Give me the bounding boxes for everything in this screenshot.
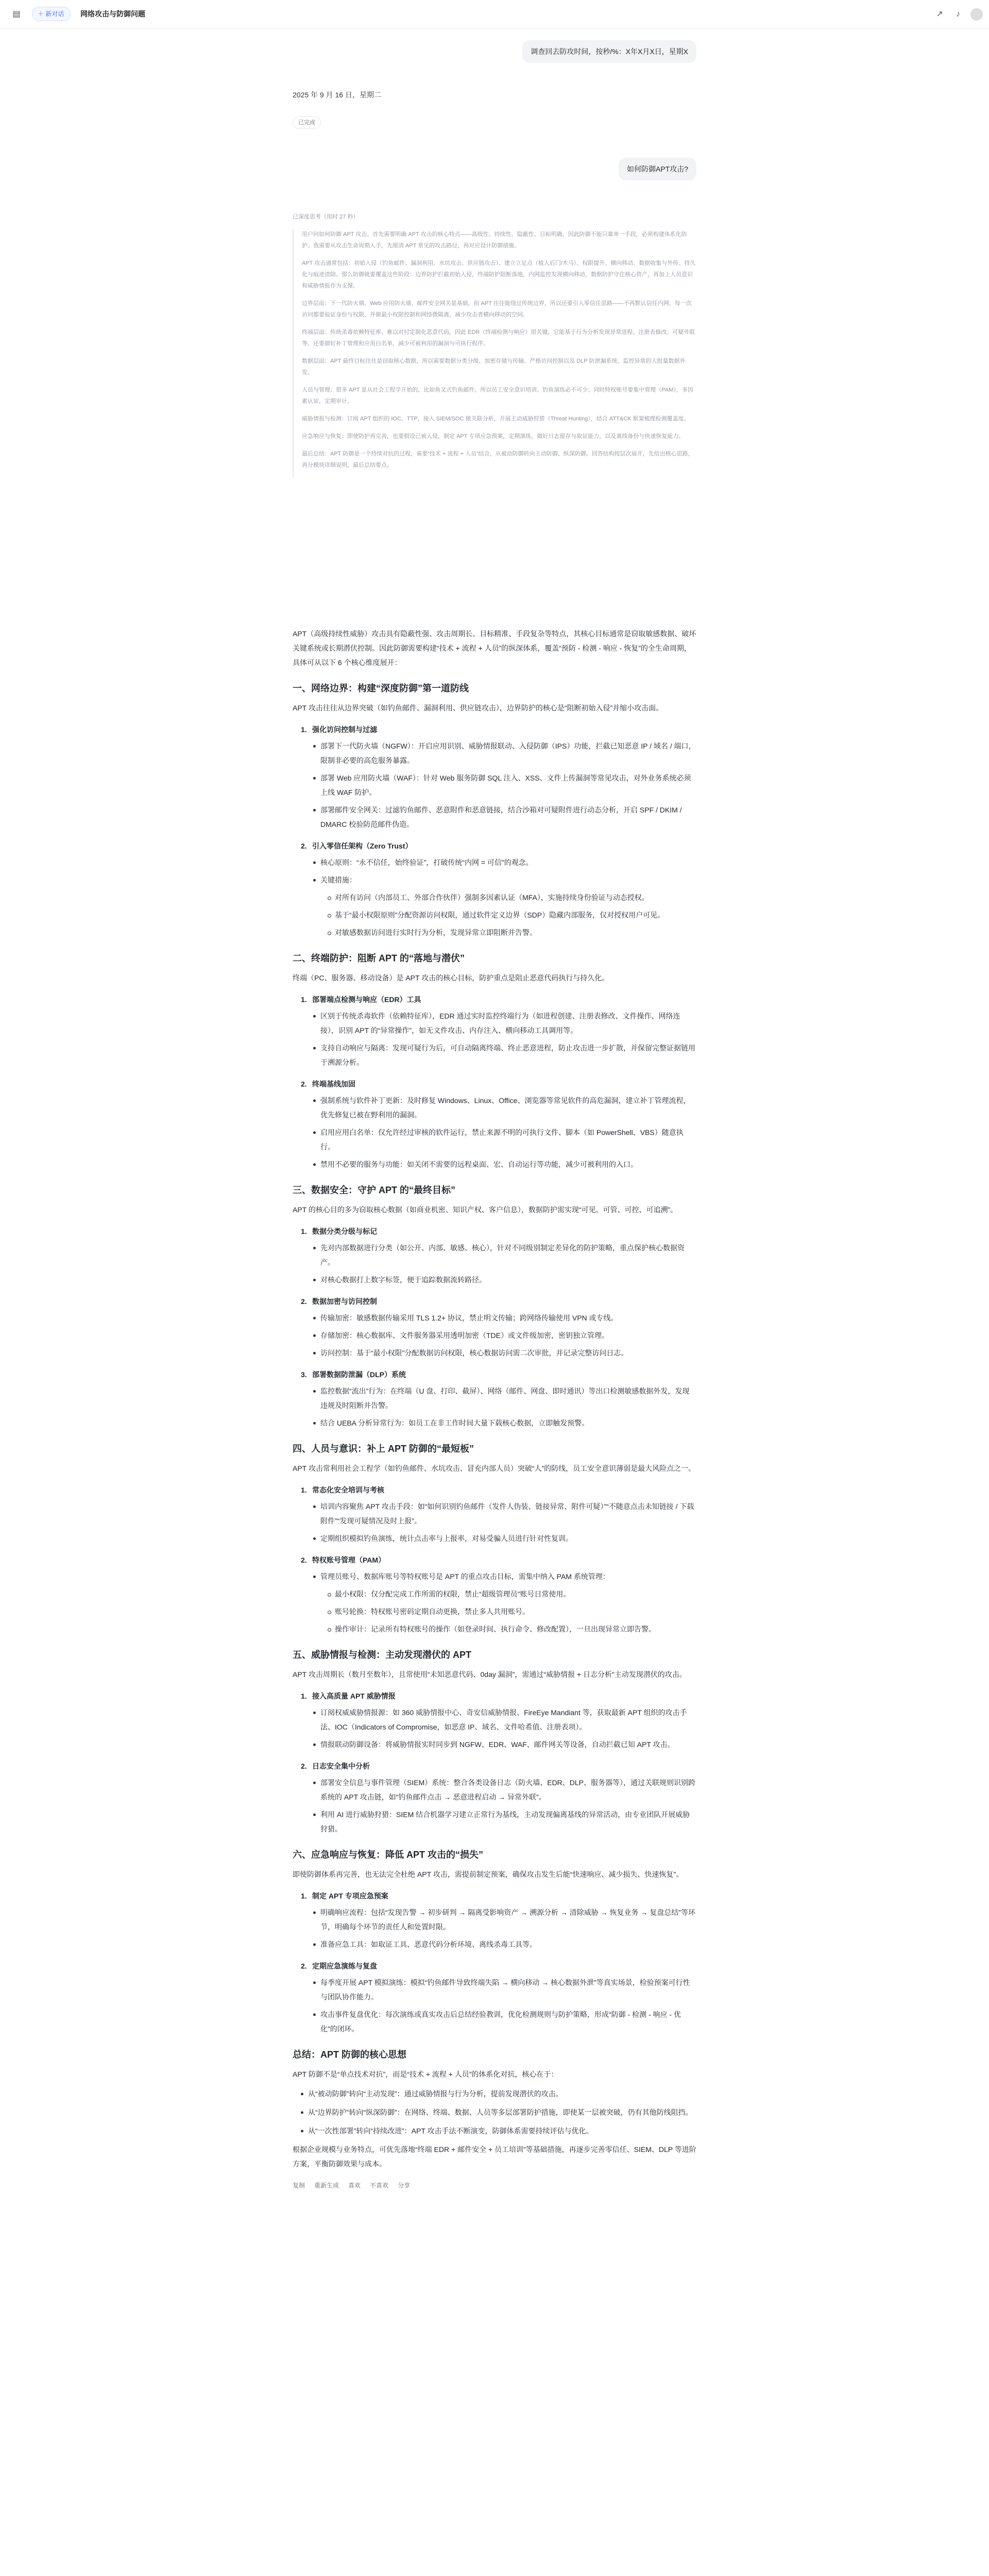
list-item: 账号轮换：特权账号密码定期自动更换，禁止多人共用账号。: [328, 1604, 696, 1619]
section-heading: 三、数据安全：守护 APT 的“最终目标”: [293, 1185, 456, 1195]
list-item: 对敏感数据访问进行实时行为分析，发现异常立即阻断并告警。: [328, 925, 696, 940]
subsection-number: 1.: [301, 725, 307, 734]
summary-item: 从“一次性部署”转向“持续改进”：APT 攻击手法不断演变，防御体系需要持续评估与优化。: [301, 2124, 696, 2138]
subsection-heading: [301, 1759, 696, 1773]
thinking-header[interactable]: 已深度思考（用时 27 秒）: [293, 214, 359, 220]
thinking-paragraph: 边界层面：下一代防火墙、Web 应用防火墙、邮件安全网关是基础，但 APT 往往能绕过传统边界，所以还要引入零信任思路——不再默认信任内网，每一次访问都要验证身份与权限，并做最小权限控制和网络微隔离，减少攻击者横向移动的空间。: [302, 300, 692, 318]
subsection-heading: [301, 1367, 696, 1382]
subsection-title: 数据加密与访问控制: [312, 1297, 377, 1306]
list-item: 监控数据“流出”行为：在终端（U 盘、打印、截屏）、网络（邮件、网盘、即时通讯）等出口检测敏感数据外发，发现违规及时阻断并告警。: [313, 1384, 696, 1413]
subsection-number: 2.: [301, 1556, 307, 1564]
list-item: 订阅权威威胁情报源：如 360 威胁情报中心、奇安信威胁情报、FireEye Mandiant 等，获取最新 APT 组织的攻击手法、IOC（Indicators of Compromise，如恶意 IP、域名、文件哈希值、注册表项）。: [313, 1705, 696, 1734]
list-item: 启用应用白名单：仅允许经过审核的软件运行，禁止来源不明的可执行文件、脚本（如 PowerShell、VBS）随意执行。: [313, 1125, 696, 1154]
section-heading: 四、人员与意识：补上 APT 防御的“最短板”: [293, 1444, 474, 1454]
list-item: 明确响应流程：包括“发现告警 → 初步研判 → 隔离受影响资产 → 溯源分析 → 清除威胁 → 恢复业务 → 复盘总结”等环节，明确每个环节的责任人和处置时限。: [313, 1905, 696, 1934]
list-item: 情报联动防御设备：将威胁情报实时同步到 NGFW、EDR、WAF、邮件网关等设备，自动拦截已知 APT 攻击。: [313, 1737, 696, 1752]
list-item: 禁用不必要的服务与功能：如关闭不需要的远程桌面、宏、自动运行等功能，减少可被利用的入口。: [313, 1157, 696, 1172]
subsection-number: 1.: [301, 1692, 307, 1700]
subsection-number: 1.: [301, 995, 307, 1004]
subsection-heading: [301, 1483, 696, 1497]
subsection-number: 2.: [301, 1080, 307, 1088]
subsection-title: 引入零信任架构（Zero Trust）: [312, 842, 413, 850]
list-item: 核心原则：“永不信任，始终验证”，打破传统“内网 = 可信”的观念。: [313, 855, 696, 870]
action-1[interactable]: 重新生成: [314, 2182, 339, 2189]
top-bar: [0, 0, 989, 29]
list-item: 支持自动响应与隔离：发现可疑行为后，可自动隔离终端、终止恶意进程，防止攻击进一步扩散，并保留完整证据链用于溯源分析。: [313, 1041, 696, 1070]
section-intro: 即使防御体系再完善，也无法完全杜绝 APT 攻击，需提前制定预案，确保攻击发生后能“快速响应、减少损失、快速恢复”。: [293, 1870, 684, 1878]
subsection-title: 制定 APT 专项应急预案: [312, 1892, 388, 1900]
section-intro: APT 攻击常利用社会工程学（如钓鱼邮件、水坑攻击、冒充内部人员）突破“人”的防线，员工安全意识薄弱是最大风险点之一。: [293, 1464, 696, 1472]
list-item: 管理员账号、数据库账号等特权账号是 APT 的重点攻击目标，需集中纳入 PAM 系统管理：: [313, 1569, 696, 1584]
list-item: 攻击事件复盘优化：每次演练或真实攻击后总结经验教训，优化检测规则与防护策略，形成“防御 - 检测 - 响应 - 优化”的闭环。: [313, 2007, 696, 2036]
subsection-heading: [301, 1689, 696, 1703]
thinking-paragraph: 威胁情报与检测：订阅 APT 组织的 IOC、TTP，接入 SIEM/SOC 做关联分析，开展主动威胁狩猎（Threat Hunting），结合 ATT&CK 框架梳理检测覆盖度。: [302, 416, 690, 422]
subsection-heading: [301, 1224, 696, 1239]
summary-heading: 总结：APT 防御的核心思想: [293, 2049, 406, 2060]
chat-title: 网络攻击与防御问题: [80, 10, 145, 18]
user-message-2: 如何防御APT攻击?: [619, 158, 696, 180]
list-item: 结合 UEBA 分析异常行为：如员工在非工作时间大量下载核心数据，立即触发预警。: [313, 1416, 696, 1430]
status-chip[interactable]: 已完成: [293, 116, 321, 129]
list-item: 强制系统与软件补丁更新：及时修复 Windows、Linux、Office、浏览器等常见软件的高危漏洞，建立补丁管理流程，优先修复已被在野利用的漏洞。: [313, 1093, 696, 1122]
summary-item: 从“被动防御”转向“主动发现”：通过威胁情报与行为分析，提前发现潜伏的攻击。: [301, 2087, 696, 2101]
section-intro: 终端（PC、服务器、移动设备）是 APT 攻击的核心目标，防护重点是阻止恶意代码执行与持久化。: [293, 974, 609, 982]
answer-body: [293, 626, 696, 2193]
subsection-heading: [301, 1294, 696, 1309]
sidebar-toggle-icon[interactable]: ▤: [12, 10, 21, 19]
subsection-title: 强化访问控制与过滤: [312, 725, 377, 734]
message-actions: [293, 2178, 696, 2193]
subsection-title: 接入高质量 APT 威胁情报: [312, 1692, 396, 1700]
list-item: 部署安全信息与事件管理（SIEM）系统：整合各类设备日志（防火墙、EDR、DLP、服务器等），通过关联规则识别跨系统的 APT 攻击链，如“钓鱼邮件点击 → 恶意进程启动 → 异常外联”。: [313, 1775, 696, 1804]
subsection-title: 数据分类分级与标记: [312, 1227, 377, 1235]
new-chat-button[interactable]: ＋ 新对话: [32, 7, 71, 21]
subsection-title: 定期应急演练与复盘: [312, 1962, 377, 1970]
list-item: 准备应急工具：如取证工具、恶意代码分析环境、离线杀毒工具等。: [313, 1937, 696, 1952]
section-heading: 五、威胁情报与检测：主动发现潜伏的 APT: [293, 1650, 471, 1660]
subsection-number: 2.: [301, 842, 307, 850]
list-item: 对核心数据打上数字标签，便于追踪数据流转路径。: [313, 1273, 696, 1287]
section-intro: APT 攻击往往从边界突破（如钓鱼邮件、漏洞利用、供应链攻击），边界防护的核心是“阻断初始入侵”并缩小攻击面。: [293, 704, 663, 712]
summary-item: 从“边界防护”转向“纵深防御”：在网络、终端、数据、人员等多层部署防护措施，即使某一层被突破，仍有其他防线阻挡。: [301, 2105, 696, 2120]
action-4[interactable]: 分享: [398, 2182, 411, 2189]
subsection-title: 常态化安全培训与考核: [312, 1486, 384, 1494]
subsection-number: 2.: [301, 1962, 307, 1970]
subsection-title: 特权账号管理（PAM）: [312, 1556, 386, 1564]
subsection-heading: [301, 1077, 696, 1091]
subsection-number: 2.: [301, 1762, 307, 1770]
subsection-title: 部署数据防泄漏（DLP）系统: [312, 1370, 406, 1379]
list-item: 最小权限：仅分配完成工作所需的权限，禁止“超级管理员”账号日常使用。: [328, 1587, 696, 1601]
subsection-heading: [301, 1889, 696, 1903]
list-item: 利用 AI 进行威胁狩猎：SIEM 结合机器学习建立正常行为基线，主动发现偏离基线的异常活动，由专业团队开展威胁狩猎。: [313, 1807, 696, 1836]
subsection-number: 2.: [301, 1297, 307, 1306]
thinking-paragraph: APT 攻击通常包括：初始入侵（钓鱼邮件、漏洞利用、水坑攻击、供应链攻击）、建立立足点（植入后门/木马）、权限提升、横向移动、数据收集与外传、持久化与痕迹清除。那么防御就要覆盖这些阶段：边界防护拦截初始入侵，终端防护阻断落地，内网监控发现横向移动，数据防护守住核心资产，再加上人员意识和威胁情报作为支撑。: [302, 260, 696, 289]
subsection-title: 日志安全集中分析: [312, 1762, 370, 1770]
summary-intro: APT 防御不是“单点技术对抗”，而是“技术 + 流程 + 人员”的体系化对抗，核心在于：: [293, 2070, 558, 2078]
section-heading: 二、终端防护：阻断 APT 的“落地与潜伏”: [293, 953, 465, 963]
list-item: 存储加密：核心数据库、文件服务器采用透明加密（TDE）或文件级加密，密钥独立管理。: [313, 1328, 696, 1343]
avatar[interactable]: [970, 8, 983, 21]
answer-intro: APT（高级持续性威胁）攻击具有隐蔽性强、攻击周期长、目标精准、手段复杂等特点，其核心目标通常是窃取敏感数据、破坏关键系统或长期潜伏控制。因此防御需要构建“技术 + 流程 + 人员”的纵深体系，覆盖“预防 - 检测 - 响应 - 恢复”的全生命周期，具体可从以下 6 个核心维度展开：: [293, 630, 696, 667]
list-item: 部署 Web 应用防火墙（WAF）：针对 Web 服务防御 SQL 注入、XSS、文件上传漏洞等常见攻击，对外业务系统必须上线 WAF 防护。: [313, 771, 696, 800]
share-icon[interactable]: ↗: [936, 10, 943, 19]
subsection-title: 终端基线加固: [312, 1080, 355, 1088]
subsection-number: 1.: [301, 1892, 307, 1900]
subsection-heading: [301, 1553, 696, 1567]
action-2[interactable]: 喜欢: [348, 2182, 361, 2189]
list-item: 部署下一代防火墙（NGFW）：开启应用识别、威胁情报联动、入侵防御（IPS）功能，拦截已知恶意 IP / 域名 / 端口，限制非必要的高危服务暴露。: [313, 739, 696, 768]
subsection-heading: [301, 992, 696, 1007]
list-item: 部署邮件安全网关：过滤钓鱼邮件、恶意附件和恶意链接，结合沙箱对可疑附件进行动态分析，开启 SPF / DKIM / DMARC 校验防范邮件伪造。: [313, 803, 696, 832]
action-3[interactable]: 不喜欢: [370, 2182, 389, 2189]
thinking-paragraph: 人员与管理：很多 APT 是从社会工程学开始的，比如鱼叉式钓鱼邮件，所以员工安全意识培训、钓鱼演练必不可少；同时特权账号要集中管理（PAM），多因素认证，定期审计。: [302, 387, 693, 404]
subsection-number: 1.: [301, 1227, 307, 1235]
thinking-paragraph: 最后总结：APT 防御是一个持续对抗的过程，需要“技术 + 流程 + 人员”结合，从被动防御转向主动防御、纵深防御。回答结构按层次展开，先给出核心思路，再分模块详细说明，最后总结要点。: [302, 451, 694, 468]
list-item: 关键措施：: [313, 873, 696, 887]
thinking-block: [293, 229, 696, 477]
list-item: 先对内部数据进行分类（如公开、内部、敏感、核心），针对不同级别制定差异化的防护策略，重点保护核心数据资产。: [313, 1241, 696, 1269]
thinking-paragraph: 终端层面：传统杀毒依赖特征库，难以对付定制化恶意代码，因此 EDR（终端检测与响应）很关键，它能基于行为分析发现异常进程、注册表修改、可疑外联等。还要做好补丁管理和应用白名单，减少可被利用的漏洞与可执行程序。: [302, 329, 695, 347]
subsection-title: 部署端点检测与响应（EDR）工具: [312, 995, 421, 1004]
list-item: 对所有访问（内部员工、外部合作伙伴）强制多因素认证（MFA），实施持续身份验证与动态授权。: [328, 890, 696, 905]
subsection-heading: [301, 839, 696, 853]
section-intro: APT 攻击周期长（数月至数年），且常使用“未知恶意代码、0day 漏洞”，需通过“威胁情报 + 日志分析”主动发现潜伏的攻击。: [293, 1670, 687, 1679]
subsection-heading: [301, 722, 696, 737]
user-message: 调查回去防攻时间，按秒/%：X年X月X日，星期X: [522, 40, 696, 63]
list-item: 操作审计：记录所有特权账号的操作（如登录时间、执行命令、修改配置），一旦出现异常立即告警。: [328, 1622, 696, 1636]
section-heading: 一、网络边界：构建“深度防御”第一道防线: [293, 683, 469, 693]
notification-icon[interactable]: ♪: [956, 10, 960, 19]
list-item: 定期组织模拟钓鱼演练，统计点击率与上报率，对易受骗人员进行针对性复训。: [313, 1531, 696, 1546]
answer-outro: 根据企业规模与业务特点，可优先落地“终端 EDR + 邮件安全 + 员工培训”等基础措施，再逐步完善零信任、SIEM、DLP 等进阶方案，平衡防御效果与成本。: [293, 2145, 696, 2168]
thinking-paragraph: 数据层面：APT 最终目标往往是窃取核心数据，所以需要数据分类分级、加密存储与传输、严格访问控制以及 DLP 防泄漏系统，监控异常的大批量数据外发。: [302, 358, 686, 376]
section-heading: 六、应急响应与恢复：降低 APT 攻击的“损失”: [293, 1850, 484, 1860]
list-item: 访问控制：基于“最小权限”分配数据访问权限，核心数据访问需二次审批，并记录完整访问日志。: [313, 1346, 696, 1360]
section-intro: APT 的核心目的多为窃取核心数据（如商业机密、知识产权、客户信息），数据防护需实现“可见、可管、可控、可追溯”。: [293, 1206, 678, 1214]
action-0[interactable]: 复制: [293, 2182, 305, 2189]
list-item: 每季度开展 APT 模拟演练：模拟“钓鱼邮件导致终端失陷 → 横向移动 → 核心数据外泄”等真实场景，检验预案可行性与团队协作能力。: [313, 1975, 696, 2004]
thinking-paragraph: 应急响应与恢复：即使防护再完善，也要假设已被入侵，制定 APT 专项应急预案，定期演练，做好日志留存与取证能力，以及离线备份与快速恢复能力。: [302, 433, 685, 439]
subsection-number: 3.: [301, 1370, 307, 1379]
thinking-paragraph: 用户问如何防御 APT 攻击。首先需要明确 APT 攻击的核心特点——高级性、持续性、隐蔽性、目标明确，因此防御不能只靠单一手段，必须构建体系化防护。我需要从攻击生命周期入手，先厘清 APT 常见的攻击路径，再对应设计防御措施。: [302, 231, 687, 249]
list-item: 培训内容聚焦 APT 攻击手段：如“如何识别钓鱼邮件（发件人伪装、链接异常、附件可疑）”“不随意点击未知链接 / 下载附件”“发现可疑情况及时上报”。: [313, 1499, 696, 1528]
assistant-reply-date: 2025 年 9 月 16 日，星期二: [293, 91, 381, 99]
list-item: 基于“最小权限原则”分配资源访问权限，通过软件定义边界（SDP）隐藏内部服务，仅对授权用户可见。: [328, 908, 696, 922]
list-item: 传输加密：敏感数据传输采用 TLS 1.2+ 协议，禁止明文传输；跨网络传输使用 VPN 或专线。: [313, 1311, 696, 1325]
subsection-number: 1.: [301, 1486, 307, 1494]
new-chat-label: 新对话: [45, 10, 64, 18]
subsection-heading: [301, 1959, 696, 1973]
list-item: 区别于传统杀毒软件（依赖特征库），EDR 通过实时监控终端行为（如进程创建、注册表修改、文件操作、网络连接），识别 APT 的“异常操作”，如无文件攻击、内存注入、横向移动工具调用等。: [313, 1009, 696, 1038]
